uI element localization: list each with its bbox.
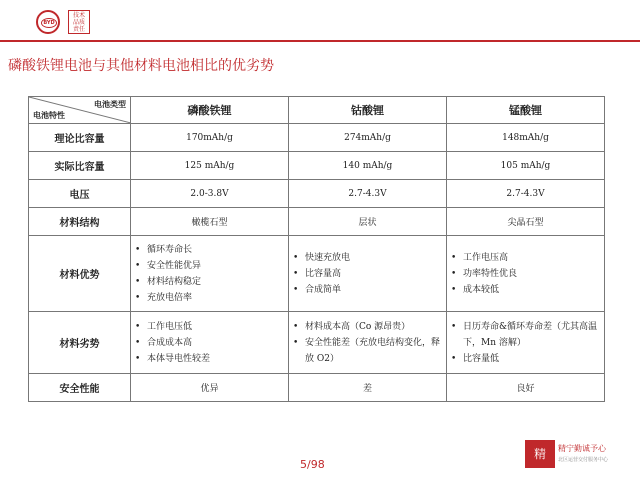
table-row	[29, 208, 605, 236]
advantage-list	[289, 250, 446, 298]
disadvantage-list	[289, 319, 446, 367]
header-top-label: 电池类型	[94, 99, 126, 109]
table-cell: 橄榄石型	[131, 208, 289, 236]
row-label: 材料结构	[29, 208, 131, 236]
list-item: • 本体导电性较差	[147, 351, 288, 367]
table-cell	[447, 312, 605, 374]
advantages-row	[29, 236, 605, 312]
page-number: 5/98	[300, 458, 325, 471]
table-row	[29, 124, 605, 152]
table-row	[29, 180, 605, 208]
company-logo: BYD	[36, 10, 60, 34]
motto-stamp-logo: 技术 品质 责任	[68, 10, 90, 34]
table-cell	[447, 236, 605, 312]
table-cell: 层状	[289, 208, 447, 236]
row-label: 实际比容量	[29, 152, 131, 180]
disadvantage-list	[131, 319, 288, 367]
column-header: 钴酸锂	[289, 97, 447, 124]
table-cell: 105 mAh/g	[447, 152, 605, 180]
list-item: • 材料结构稳定	[147, 274, 288, 290]
table-cell: 274mAh/g	[289, 124, 447, 152]
page-title: 磷酸铁锂电池与其他材料电池相比的优劣势	[8, 58, 274, 74]
table-cell: 良好	[447, 374, 605, 402]
table-cell	[289, 312, 447, 374]
table-cell: 2.0-3.8V	[131, 180, 289, 208]
list-item: • 功率特性优良	[463, 266, 604, 282]
table-cell: 2.7-4.3V	[447, 180, 605, 208]
list-item: • 工作电压低	[147, 319, 288, 335]
table-cell: 优异	[131, 374, 289, 402]
list-item: • 材料成本高（Co 源昂贵）	[305, 319, 446, 335]
list-item: • 充放电倍率	[147, 290, 288, 306]
table-cell: 148mAh/g	[447, 124, 605, 152]
row-label: 安全性能	[29, 374, 131, 402]
footer-logo: 精	[525, 440, 555, 468]
table-cell: 尖晶石型	[447, 208, 605, 236]
row-label: 理论比容量	[29, 124, 131, 152]
footer-brand: 精宁勤诚予心	[558, 444, 606, 453]
table-row	[29, 374, 605, 402]
header-bottom-label: 电池特性	[33, 110, 65, 120]
table-cell: 2.7-4.3V	[289, 180, 447, 208]
list-item: • 安全性能优异	[147, 258, 288, 274]
table-cell	[131, 236, 289, 312]
row-label: 材料优势	[29, 236, 131, 312]
disadvantage-list	[447, 319, 604, 367]
list-item: • 日历寿命&循环寿命差（尤其高温下，Mn 溶解）	[463, 319, 604, 351]
table-cell	[289, 236, 447, 312]
row-label: 材料劣势	[29, 312, 131, 374]
list-item: • 循环寿命长	[147, 242, 288, 258]
list-item: • 合成简单	[305, 282, 446, 298]
list-item: • 比容量低	[463, 351, 604, 367]
table-cell: 140 mAh/g	[289, 152, 447, 180]
table-row	[29, 152, 605, 180]
table-header-row	[29, 97, 605, 124]
comparison-table	[28, 96, 605, 402]
diagonal-header-cell	[29, 97, 131, 124]
header-divider	[0, 40, 640, 42]
column-header: 锰酸锂	[447, 97, 605, 124]
disadvantages-row	[29, 312, 605, 374]
table-cell: 差	[289, 374, 447, 402]
list-item: • 安全性能差（充放电结构变化，释放 O2）	[305, 335, 446, 367]
list-item: • 工作电压高	[463, 250, 604, 266]
table-cell: 170mAh/g	[131, 124, 289, 152]
list-item: • 成本较低	[463, 282, 604, 298]
advantage-list	[447, 250, 604, 298]
advantage-list	[131, 242, 288, 306]
table-cell	[131, 312, 289, 374]
list-item: • 比容量高	[305, 266, 446, 282]
row-label: 电压	[29, 180, 131, 208]
column-header: 磷酸铁锂	[131, 97, 289, 124]
list-item: • 快速充放电	[305, 250, 446, 266]
list-item: • 合成成本高	[147, 335, 288, 351]
footer-brand-sub: 北区运营交付服务中心	[558, 457, 609, 463]
table-cell: 125 mAh/g	[131, 152, 289, 180]
